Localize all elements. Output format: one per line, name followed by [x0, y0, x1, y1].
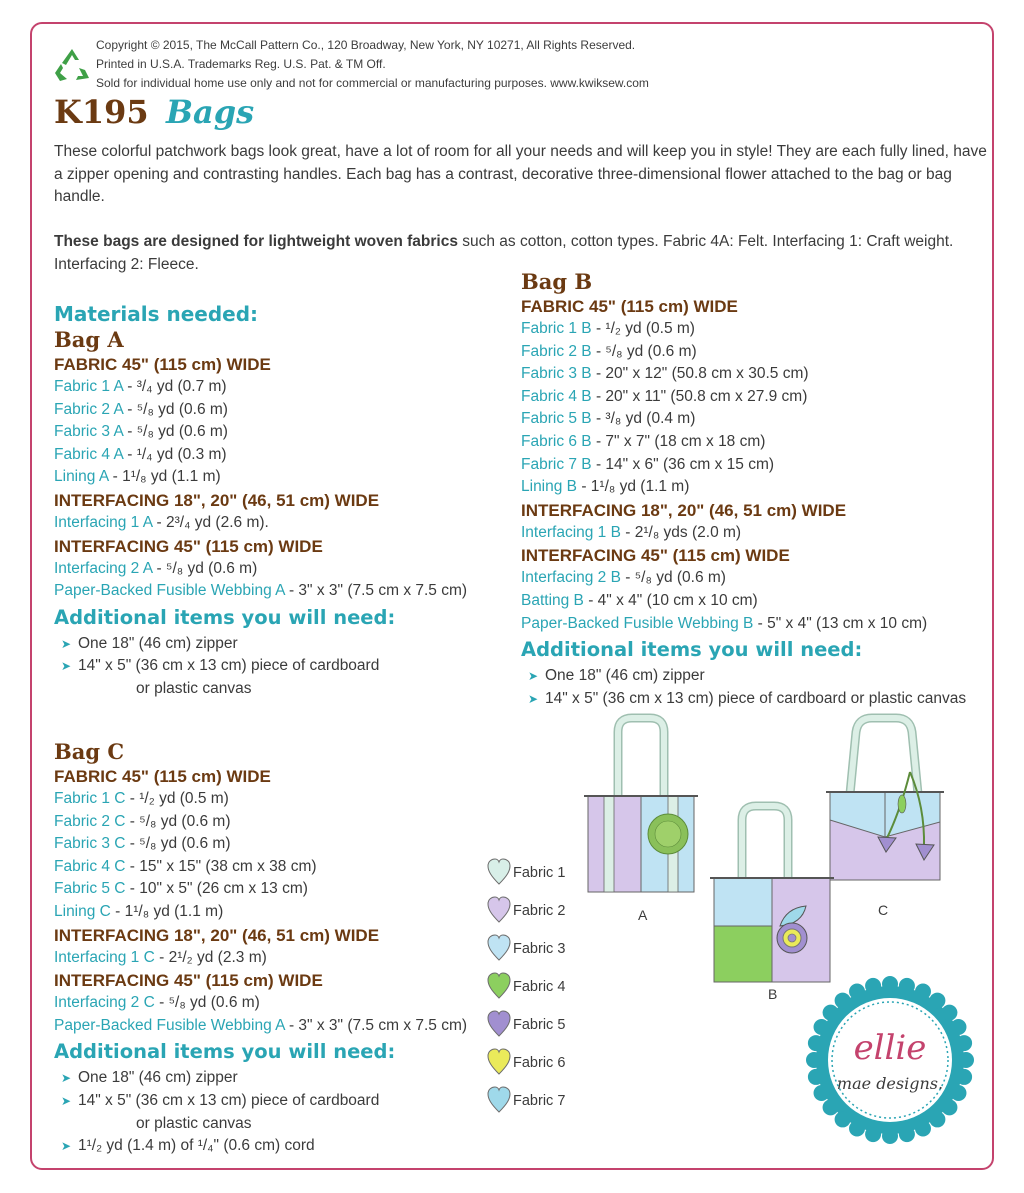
list-item: ➤ 1¹/₂ yd (1.4 m) of ¹/₄" (0.6 cm) cord	[54, 1135, 467, 1158]
list-item: Fabric 5 B - ³/₈ yd (0.4 m)	[521, 410, 696, 428]
list-item-continuation: or plastic canvas	[136, 679, 252, 697]
heart-swatch-icon	[487, 1047, 511, 1077]
fabric-header: FABRIC 45" (115 cm) WIDE	[54, 355, 271, 374]
list-item: Fabric 3 C - ⁵/₈ yd (0.6 m)	[54, 835, 231, 853]
list-item: Paper-Backed Fusible Webbing A - 3" x 3" (7.5 cm x 7.5 cm)	[54, 1016, 468, 1034]
list-item: ➤ One 18" (46 cm) zipper	[54, 1067, 467, 1090]
arrow-bullet-icon: ➤	[60, 636, 72, 651]
list-item: Fabric 2 C - ⁵/₈ yd (0.6 m)	[54, 812, 231, 830]
list-item: ➤ 14" x 5" (36 cm x 13 cm) piece of cardboard	[54, 655, 467, 678]
list-item: Fabric 4 C - 15" x 15" (38 cm x 38 cm)	[54, 857, 317, 875]
heart-swatch-icon	[487, 895, 511, 925]
arrow-bullet-icon: ➤	[60, 1093, 72, 1108]
arrow-bullet-icon: ➤	[60, 1139, 72, 1154]
bag-c-section	[54, 739, 467, 1158]
arrow-bullet-icon: ➤	[527, 669, 539, 684]
fabric-recommendation-bold: These bags are designed for lightweight woven fabrics	[54, 233, 458, 250]
logo-name: ellie	[853, 1028, 927, 1068]
heart-swatch-icon	[487, 857, 511, 887]
heart-swatch-icon	[487, 933, 511, 963]
list-item: Interfacing 2 C - ⁵/₈ yd (0.6 m)	[54, 994, 260, 1012]
copyright-line: Copyright © 2015, The McCall Pattern Co., 120 Broadway, New York, NY 10271, All Rights Reserved.	[96, 38, 636, 52]
list-item: Lining B - 1¹/₈ yd (1.1 m)	[521, 478, 690, 496]
list-item: Fabric 3 A - ⁵/₈ yd (0.6 m)	[54, 423, 228, 441]
list-item: Fabric 4 A - ¹/₄ yd (0.3 m)	[54, 445, 227, 463]
bag-b-title: Bag B	[521, 269, 593, 294]
heart-swatch-icon	[487, 1009, 511, 1039]
bag-b-section	[521, 269, 966, 710]
pattern-title: Bags	[166, 93, 255, 131]
interfacing-header: INTERFACING 45" (115 cm) WIDE	[54, 536, 323, 556]
list-item: Paper-Backed Fusible Webbing A - 3" x 3" (7.5 cm x 7.5 cm)	[54, 582, 468, 600]
list-item: Interfacing 2 B - ⁵/₈ yd (0.6 m)	[521, 569, 726, 587]
bag-a-title: Bag A	[54, 327, 124, 352]
list-item: ➤ 14" x 5" (36 cm x 13 cm) piece of cardboard	[54, 1090, 467, 1113]
pattern-code: K195	[54, 93, 149, 131]
list-item: Fabric 7 B - 14" x 6" (36 cm x 15 cm)	[521, 455, 775, 473]
fabric-header: FABRIC 45" (115 cm) WIDE	[54, 767, 271, 786]
list-item: Paper-Backed Fusible Webbing B - 5" x 4" (13 cm x 10 cm)	[521, 614, 928, 632]
bag-c-illustration	[826, 718, 944, 880]
list-item: Fabric 4 B - 20" x 11" (50.8 cm x 27.9 cm)	[521, 387, 808, 405]
additional-heading: Additional items you will need:	[54, 605, 396, 629]
heart-swatch-icon	[487, 971, 511, 1001]
interfacing-header: INTERFACING 45" (115 cm) WIDE	[521, 546, 790, 566]
list-item: Interfacing 1 C - 2¹/₂ yd (2.3 m)	[54, 948, 267, 966]
list-item: Fabric 5 C - 10" x 5" (26 cm x 13 cm)	[54, 880, 308, 898]
list-item: Fabric 1 B - ¹/₂ yd (0.5 m)	[521, 320, 695, 337]
legend-label: Fabric 4	[513, 979, 566, 995]
list-item-continuation: or plastic canvas	[136, 1114, 252, 1132]
legend-label: Fabric 5	[513, 1017, 566, 1033]
logo-subtitle: mae designs.	[836, 1074, 944, 1093]
interfacing-header: INTERFACING 18", 20" (46, 51 cm) WIDE	[54, 490, 380, 510]
list-item: Interfacing 2 A - ⁵/₈ yd (0.6 m)	[54, 559, 258, 577]
bag-b-illustration	[710, 806, 834, 982]
list-item: Fabric 2 A - ⁵/₈ yd (0.6 m)	[54, 400, 228, 418]
bag-a-section	[54, 301, 467, 701]
legend-label: Fabric 3	[513, 941, 566, 957]
interfacing-header: INTERFACING 45" (115 cm) WIDE	[54, 971, 323, 991]
list-item: ➤ 14" x 5" (36 cm x 13 cm) piece of cardboard or plastic canvas	[521, 688, 966, 711]
bag-c-label: C	[878, 902, 889, 918]
copyright-line: Printed in U.S.A. Trademarks Reg. U.S. Pat. & TM Off.	[96, 57, 386, 71]
bag-b-label: B	[768, 986, 778, 1002]
list-item: Fabric 6 B - 7" x 7" (18 cm x 18 cm)	[521, 432, 766, 450]
legend-label: Fabric 6	[513, 1055, 566, 1071]
list-item: Fabric 3 B - 20" x 12" (50.8 cm x 30.5 cm)	[521, 365, 809, 383]
copyright-line: Sold for individual home use only and not for commercial or manufacturing purposes. www.kwiksew.com	[96, 76, 649, 90]
list-item: Lining C - 1¹/₈ yd (1.1 m)	[54, 902, 224, 920]
arrow-bullet-icon: ➤	[60, 659, 72, 674]
bag-a-label: A	[638, 907, 648, 923]
heart-swatch-icon	[487, 1085, 511, 1115]
materials-heading: Materials needed:	[54, 302, 259, 326]
bag-c-title: Bag C	[54, 739, 125, 764]
interfacing-header: INTERFACING 18", 20" (46, 51 cm) WIDE	[54, 925, 380, 945]
list-item: Lining A - 1¹/₈ yd (1.1 m)	[54, 468, 221, 486]
legend-label: Fabric 7	[513, 1093, 566, 1109]
list-item: Interfacing 1 A - 2³/₄ yd (2.6 m).	[54, 513, 269, 531]
arrow-bullet-icon: ➤	[527, 691, 539, 706]
list-item: Batting B - 4" x 4" (10 cm x 10 cm)	[521, 591, 758, 609]
interfacing-header: INTERFACING 18", 20" (46, 51 cm) WIDE	[521, 500, 847, 520]
recycle-icon	[52, 46, 92, 86]
additional-heading: Additional items you will need:	[521, 638, 863, 662]
bag-illustrations	[580, 712, 980, 1002]
copyright-block	[96, 36, 649, 93]
list-item: ➤ One 18" (46 cm) zipper	[54, 633, 467, 656]
fabric-header: FABRIC 45" (115 cm) WIDE	[521, 297, 738, 316]
legend-label: Fabric 1	[513, 865, 566, 881]
list-item: ➤ One 18" (46 cm) zipper	[521, 665, 966, 688]
arrow-bullet-icon: ➤	[60, 1071, 72, 1086]
list-item: Fabric 1 A - ³/₄ yd (0.7 m)	[54, 378, 227, 395]
fabric-recommendation-rest: such as cotton, cotton types. Fabric 4A: Felt. Interfacing 1: Craft weight. Interfacing 2: Fleece.	[54, 233, 954, 273]
list-item: Fabric 2 B - ⁵/₈ yd (0.6 m)	[521, 342, 697, 360]
list-item: Fabric 1 C - ¹/₂ yd (0.5 m)	[54, 790, 229, 807]
legend-label: Fabric 2	[513, 903, 566, 919]
list-item: Interfacing 1 B - 2¹/₈ yds (2.0 m)	[521, 523, 742, 541]
additional-heading: Additional items you will need:	[54, 1040, 396, 1064]
bag-a-illustration	[584, 718, 698, 892]
intro-paragraph: These colorful patchwork bags look great, have a lot of room for all your needs and will keep you in style! They are each fully lined, have a zipper opening and contrasting handles. Each bag has a contrast, decorative three-dimensional flower attached to the bag or bag handle.	[54, 143, 987, 205]
